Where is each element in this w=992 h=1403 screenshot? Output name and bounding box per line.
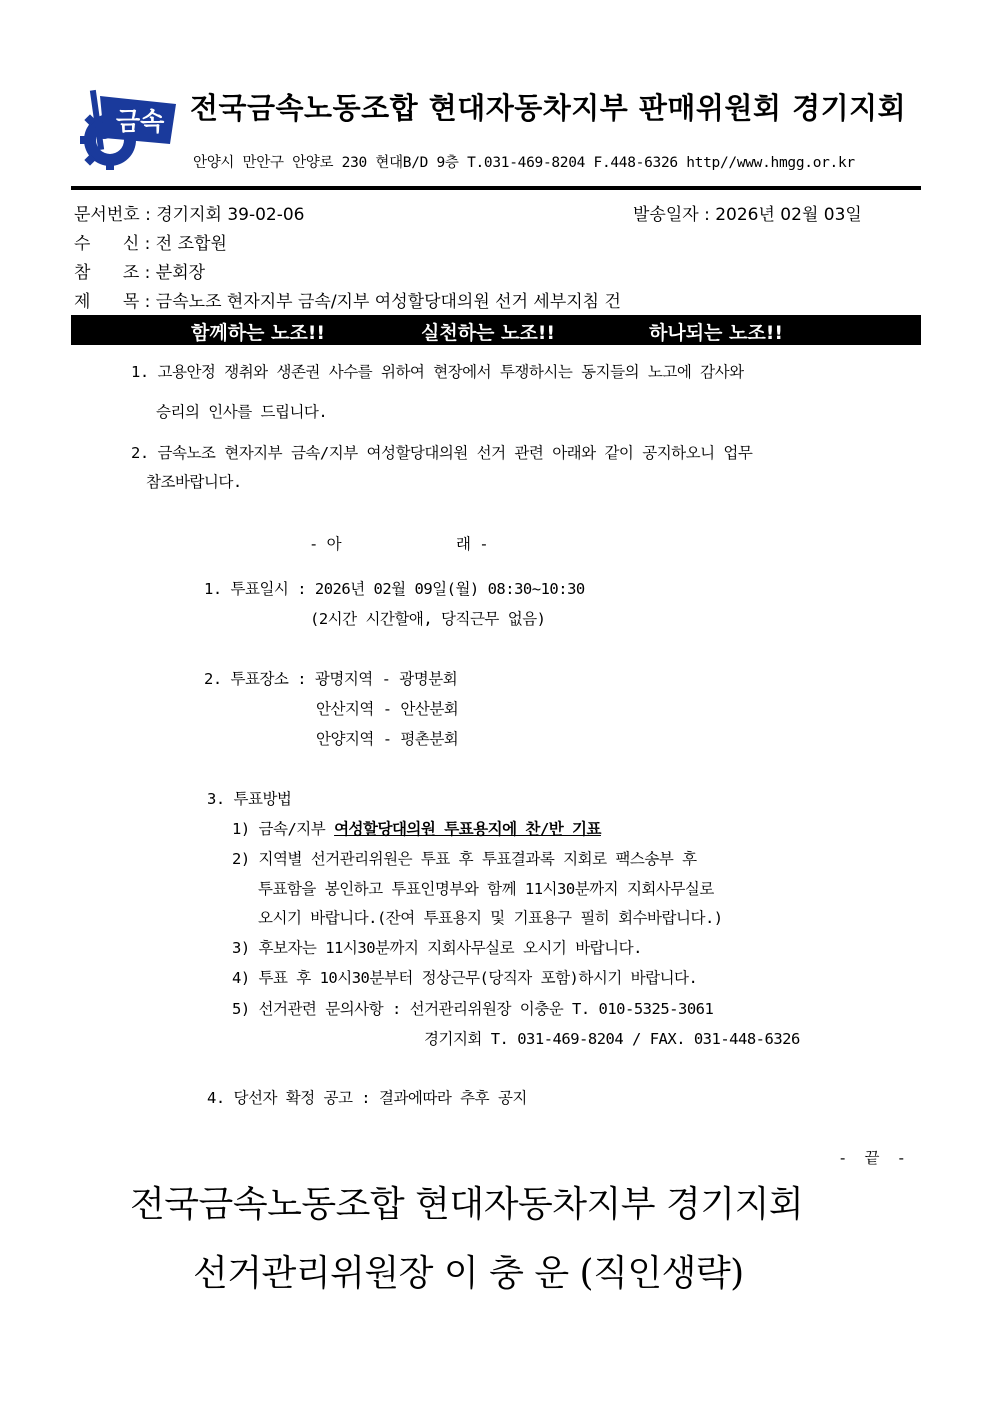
item-2-line-1: 2. 투표장소 : 광명지역 - 광명분회: [204, 670, 458, 688]
item-1-line-1: 1. 투표일시 : 2026년 02월 09일(월) 08:30~10:30: [204, 580, 585, 598]
slogan-bar: [71, 315, 921, 345]
item-3-1-prefix: 1) 금속/지부: [232, 820, 335, 838]
recipient: 수 신 : 전 조합원: [74, 234, 227, 254]
paragraph-1-line-1: 1. 고용안정 쟁취와 생존권 사수를 위하여 현장에서 투쟁하시는 동지들의 노고에 감사와: [131, 363, 744, 381]
slogan-1: 함께하는 노조!!: [191, 322, 326, 344]
item-4: 4. 당선자 확정 공고 : 결과에따라 추후 공지: [207, 1089, 527, 1107]
reference: 참 조 : 분회장: [74, 263, 206, 283]
header-divider: [71, 186, 921, 190]
item-3-2-line-3: 오시기 바랍니다.(잔여 투표용지 및 기표용구 필히 회수바랍니다.): [258, 909, 723, 927]
item-3-5-line-2: 경기지회 T. 031-469-8204 / FAX. 031-448-6326: [424, 1030, 800, 1048]
item-3-4: 4) 투표 후 10시30분부터 정상근무(당직자 포함)하시기 바랍니다.: [232, 969, 698, 987]
paragraph-2-line-2: 참조바랍니다.: [146, 473, 242, 491]
item-3-2-line-1: 2) 지역별 선거관리위원은 투표 후 투표결과록 지회로 팩스송부 후: [232, 850, 697, 868]
slogan-2: 실천하는 노조!!: [421, 322, 556, 344]
logo-text: 금속: [116, 107, 165, 136]
slogan-3: 하나되는 노조!!: [649, 322, 784, 344]
item-3-2-line-2: 투표함을 봉인하고 투표인명부와 함께 11시30분까지 지회사무실로: [258, 880, 714, 898]
doc-number: 문서번호 : 경기지회 39-02-06: [74, 205, 305, 225]
item-3-5-line-1: 5) 선거관련 문의사항 : 선거관리위원장 이충운 T. 010-5325-3061: [232, 1000, 714, 1018]
below-heading: - 아 래 -: [309, 535, 489, 553]
item-3-1: [232, 817, 601, 839]
item-2-line-3: 안양지역 - 평촌분회: [316, 730, 459, 748]
union-logo: [80, 82, 180, 172]
item-3-3: 3) 후보자는 11시30분까지 지회사무실로 오시기 바랍니다.: [232, 939, 642, 957]
address-line: 안양시 만안구 안양로 230 현대B/D 9층 T.031-469-8204 F.448-6326 http//www.hmgg.or.kr: [193, 155, 855, 171]
item-1-line-2: (2시간 시간할애, 당직근무 없음): [310, 610, 546, 628]
paragraph-2-line-1: 2. 금속노조 현자지부 금속/지부 여성할당대의원 선거 관련 아래와 같이 공지하오니 업무: [131, 444, 753, 462]
org-title: 전국금속노동조합 현대자동차지부 판매위원회 경기지회: [190, 91, 907, 125]
item-3-title: 3. 투표방법: [207, 790, 292, 808]
footer-organization: 전국금속노동조합 현대자동차지부 경기지회: [130, 1184, 804, 1225]
subject: 제 목 : 금속노조 현자지부 금속/지부 여성할당대의원 선거 세부지침 건: [74, 292, 621, 312]
item-2-line-2: 안산지역 - 안산분회: [316, 700, 459, 718]
end-mark: - 끝 -: [838, 1149, 906, 1167]
item-3-1-emphasis: 여성할당대의원 투표용지에 찬/반 기표: [334, 820, 601, 838]
send-date: 발송일자 : 2026년 02월 03일: [633, 205, 862, 225]
paragraph-1-line-2: 승리의 인사를 드립니다.: [156, 403, 328, 421]
footer-signatory: 선거관리위원장 이 충 운 (직인생략): [193, 1253, 744, 1294]
